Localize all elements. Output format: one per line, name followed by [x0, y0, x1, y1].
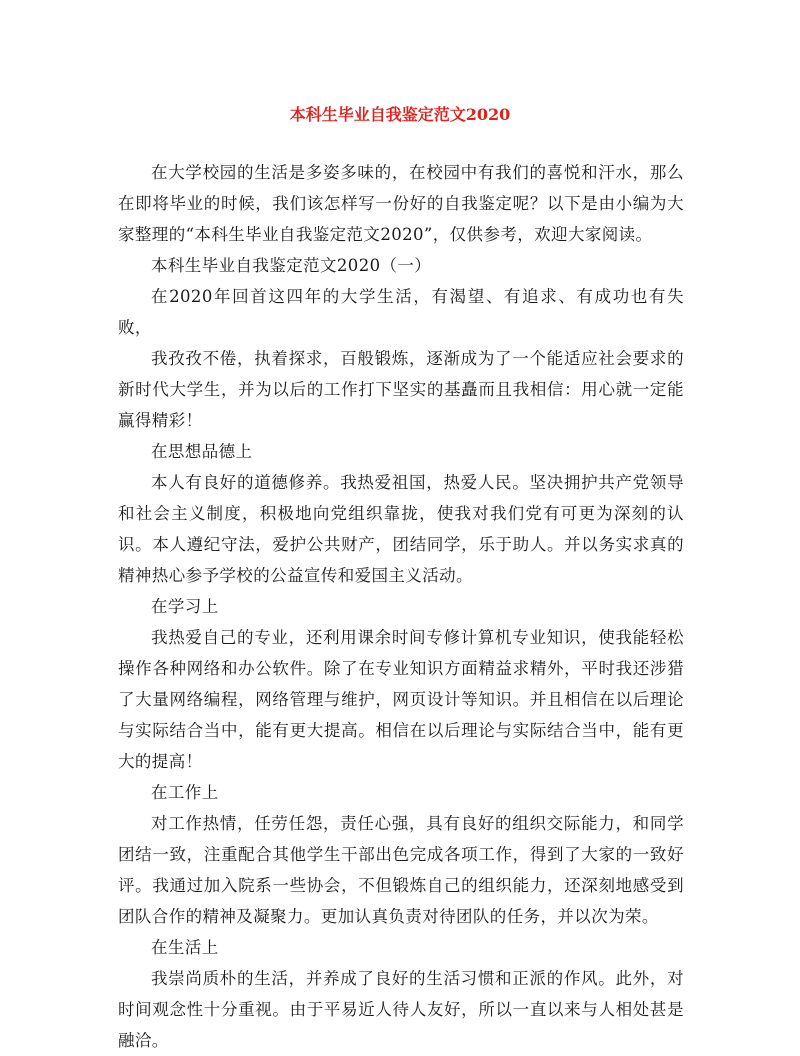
subheading-study: 在学习上: [151, 597, 219, 616]
body-paragraph: 在2020年回首这四年的大学生活，有渴望、有追求、有成功也有失败，: [118, 287, 684, 337]
body-paragraph: 对工作热情，任劳任怨，责任心强，具有良好的组织交际能力，和同学团结一致，注重配合其他学生干部出色完成各项工作，得到了大家的一致好评。我通过加入院系一些协会，不但锻炼自己的组织能力，还深刻地感受到团队合作的精神及凝聚力。更加认真负责对待团队的任务，并以次为荣。: [118, 814, 684, 926]
document-title: 本科生毕业自我鉴定范文2020: [289, 105, 511, 124]
document-body: [118, 157, 684, 1056]
subheading-ideology: 在思想品德上: [151, 442, 253, 461]
body-paragraph: 我孜孜不倦，执着探求，百般锻炼，逐渐成为了一个能适应社会要求的新时代大学生，并为以后的工作打下坚实的基矗而且我相信：用心就一定能赢得精彩！: [118, 349, 684, 430]
subheading-life: 在生活上: [151, 938, 219, 957]
section-heading-sample-one: 本科生毕业自我鉴定范文2020（一）: [151, 256, 432, 275]
body-paragraph: 我热爱自己的专业，还利用课余时间专修计算机专业知识，使我能轻松操作各种网络和办公软件。除了在专业知识方面精益求精外，平时我还涉猎了大量网络编程，网络管理与维护，网页设计等知识。并且相信在以后理论与实际结合当中，能有更大提高。相信在以后理论与实际结合当中，能有更大的提高！: [118, 628, 684, 771]
body-paragraph: 本人有良好的道德修养。我热爱祖国，热爱人民。坚决拥护共产党领导和社会主义制度，积极地向党组织靠拢，使我对我们党有可更为深刻的认识。本人遵纪守法，爱护公共财产，团结同学，乐于助人。并以务实求真的精神热心参予学校的公益宣传和爱国主义活动。: [118, 473, 684, 585]
subheading-work: 在工作上: [151, 783, 219, 802]
intro-paragraph: 在大学校园的生活是多姿多味的，在校园中有我们的喜悦和汗水，那么在即将毕业的时候，我们该怎样写一份好的自我鉴定呢？以下是由小编为大家整理的“本科生毕业自我鉴定范文2020”，仅供参考，欢迎大家阅读。: [118, 163, 684, 244]
body-paragraph: 我崇尚质朴的生活，并养成了良好的生活习惯和正派的作风。此外，对时间观念性十分重视。由于平易近人待人友好，所以一直以来与人相处甚是融洽。: [118, 969, 684, 1050]
